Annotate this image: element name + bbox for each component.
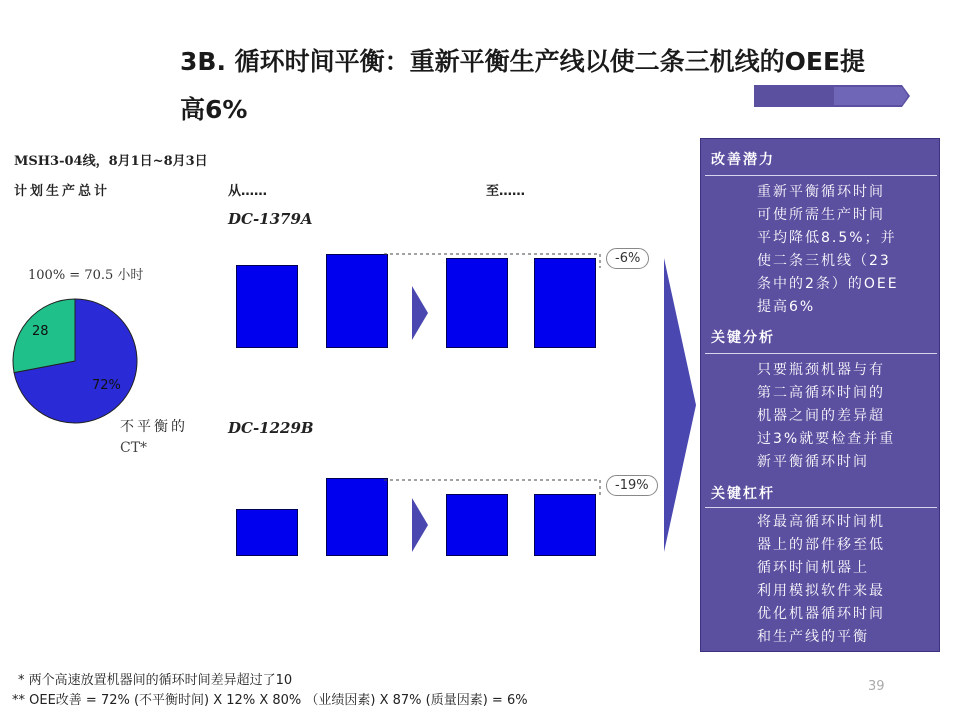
title-line-2: 高6% bbox=[180, 95, 248, 124]
pie-large-label: 72% bbox=[92, 378, 121, 393]
chart1-bar-1 bbox=[236, 265, 298, 348]
panel-line: 利用模拟软件来最 bbox=[757, 583, 885, 599]
panel-divider bbox=[705, 175, 937, 176]
panel-line: 新平衡循环时间 bbox=[757, 454, 869, 470]
panel-body-levers bbox=[757, 511, 933, 649]
panel-line: 使二条三机线（23 bbox=[757, 253, 891, 269]
panel-line: 将最高循环时间机 bbox=[757, 514, 885, 530]
chart1-change-badge: -6% bbox=[606, 248, 649, 269]
page-number: 39 bbox=[868, 679, 885, 694]
panel-line: 器上的部件移至低 bbox=[757, 537, 885, 553]
panel-heading-levers: 关键杠杆 bbox=[711, 486, 775, 502]
chart2-title: DC-1229B bbox=[228, 419, 314, 437]
chart1-title: DC-1379A bbox=[228, 210, 313, 228]
chart2-bar-2 bbox=[326, 478, 388, 556]
panel-line: 条中的2条）的OEE bbox=[757, 276, 899, 292]
panel-line: 过3%就要检查并重 bbox=[757, 431, 896, 447]
chart1-bar-2 bbox=[326, 254, 388, 348]
panel-heading-potential: 改善潜力 bbox=[711, 152, 775, 168]
to-label: 至…… bbox=[486, 184, 526, 199]
panel-body-potential bbox=[757, 181, 933, 319]
big-chevron-icon bbox=[664, 258, 698, 552]
panel-line: 只要瓶颈机器与有 bbox=[757, 362, 885, 378]
panel-line: 提高6% bbox=[757, 299, 816, 315]
panel-body-analysis bbox=[757, 359, 933, 474]
insight-panel bbox=[700, 138, 940, 652]
panel-line: 和生产线的平衡 bbox=[757, 629, 869, 645]
panel-line: 优化机器循环时间 bbox=[757, 606, 885, 622]
chart2-bar-1 bbox=[236, 509, 298, 556]
dashed-connectors bbox=[384, 250, 614, 510]
panel-line: 第二高循环时间的 bbox=[757, 385, 885, 401]
planned-total-label: 计划生产总计 bbox=[14, 184, 111, 199]
chart2-change-badge: -19% bbox=[606, 475, 658, 496]
panel-line: 可使所需生产时间 bbox=[757, 207, 885, 223]
pie-chart bbox=[10, 296, 140, 426]
panel-divider bbox=[705, 353, 937, 354]
pie-caption: 不平衡的 bbox=[120, 419, 188, 435]
panel-line: 循环时间机器上 bbox=[757, 560, 869, 576]
panel-line: 重新平衡循环时间 bbox=[757, 184, 885, 200]
from-label: 从…… bbox=[228, 184, 268, 199]
footnote-2: ** OEE改善 = 72% (不平衡时间) X 12% X 80% （业绩因素) X 87% (质量因素) = 6% bbox=[12, 693, 528, 708]
panel-heading-analysis: 关键分析 bbox=[711, 330, 775, 346]
panel-divider bbox=[705, 507, 937, 508]
pie-total-label: 100% = 70.5 小时 bbox=[28, 268, 144, 283]
line-info: MSH3-04线，8月1日~8月3日 bbox=[14, 154, 208, 169]
title-accent-arrow bbox=[754, 83, 910, 109]
pie-caption-ct: CT* bbox=[120, 440, 148, 456]
panel-line: 平均降低8.5%；并 bbox=[757, 230, 897, 246]
footnote-1: * 两个高速放置机器间的循环时间差异超过了10 bbox=[18, 673, 293, 688]
panel-line: 机器之间的差异超 bbox=[757, 408, 885, 424]
title-line-1: 3B. 循环时间平衡：重新平衡生产线以使二条三机线的OEE提 bbox=[180, 47, 866, 76]
pie-small-label: 28 bbox=[32, 324, 49, 339]
